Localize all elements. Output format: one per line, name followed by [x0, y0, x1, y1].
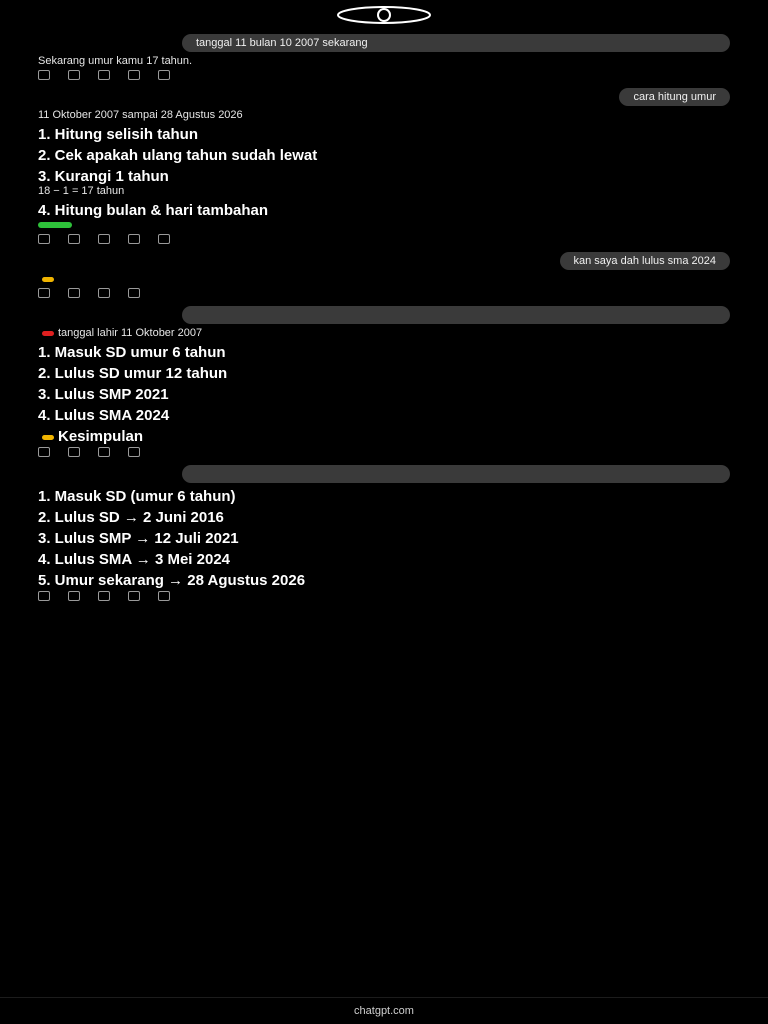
- thumbs-down-icon[interactable]: [98, 591, 110, 601]
- result-line: [38, 220, 730, 231]
- section-heading: 2. Lulus SD → 2 Juni 2016: [38, 509, 224, 526]
- section-heading: 3. Lulus SMP → 12 Juli 2021: [38, 530, 239, 547]
- assistant-message: [38, 328, 730, 457]
- thumbs-down-icon[interactable]: [98, 70, 110, 80]
- thumbs-down-icon[interactable]: [98, 234, 110, 244]
- message-actions: [38, 70, 730, 80]
- thumbs-down-icon[interactable]: [98, 447, 110, 457]
- thumbs-up-icon[interactable]: [68, 234, 80, 244]
- section-heading: 3. Kurangi 1 tahun: [38, 168, 169, 185]
- share-icon[interactable]: [158, 591, 170, 601]
- copy-icon[interactable]: [38, 234, 50, 244]
- assistant-message: [38, 489, 730, 601]
- message-text: Sekarang umur kamu 17 tahun.: [38, 55, 193, 67]
- speaker-icon[interactable]: [128, 591, 140, 601]
- message-actions: [38, 447, 730, 457]
- section-heading: 5. Umur sekarang → 28 Agustus 2026: [38, 572, 306, 589]
- user-message: tanggal 11 bulan 10 2007 sekarang: [182, 34, 730, 52]
- message-text: 11 Oktober 2007 sampai 28 Agustus 2026: [38, 109, 243, 121]
- conversation: [0, 30, 768, 998]
- logo-icon: [334, 5, 434, 25]
- thumbs-down-icon[interactable]: [98, 288, 110, 298]
- section-heading: 2. Lulus SD umur 12 tahun: [38, 365, 228, 382]
- speaker-icon[interactable]: [128, 447, 140, 457]
- assistant-message: [38, 56, 730, 80]
- copy-icon[interactable]: [38, 591, 50, 601]
- copy-icon[interactable]: [38, 447, 50, 457]
- assistant-message: [38, 274, 730, 298]
- sparkle-icon: [42, 435, 54, 440]
- speaker-icon[interactable]: [128, 234, 140, 244]
- thumbs-up-icon[interactable]: [68, 288, 80, 298]
- user-message: [182, 465, 730, 483]
- thumbs-up-icon[interactable]: [68, 70, 80, 80]
- site-footer: [0, 997, 768, 1024]
- site-url[interactable]: chatgpt.com: [354, 1005, 414, 1017]
- speaker-icon[interactable]: [128, 288, 140, 298]
- birthdate-text: tanggal lahir 11 Oktober 2007: [58, 327, 203, 339]
- message-text: [38, 328, 730, 339]
- thumbs-up-icon[interactable]: [68, 591, 80, 601]
- section-heading: 4. Lulus SMA 2024: [38, 407, 170, 424]
- section-heading: 2. Cek apakah ulang tahun sudah lewat: [38, 147, 318, 164]
- message-actions: [38, 234, 730, 244]
- checkmark-icon: [38, 222, 72, 228]
- section-heading: 1. Masuk SD umur 6 tahun: [38, 344, 226, 361]
- section-heading: [38, 429, 730, 444]
- user-message: kan saya dah lulus sma 2024: [560, 252, 730, 270]
- refresh-icon[interactable]: [158, 70, 170, 80]
- thumbs-up-icon[interactable]: [68, 447, 80, 457]
- section-heading: 1. Masuk SD (umur 6 tahun): [38, 488, 236, 505]
- warning-icon: [42, 277, 54, 282]
- section-heading: 3. Lulus SMP 2021: [38, 386, 169, 403]
- section-heading: 4. Hitung bulan & hari tambahan: [38, 202, 269, 219]
- user-message: cara hitung umur: [619, 88, 730, 106]
- message-text: 18 − 1 = 17 tahun: [38, 185, 125, 197]
- copy-icon[interactable]: [38, 70, 50, 80]
- refresh-icon[interactable]: [158, 234, 170, 244]
- section-heading: 1. Hitung selisih tahun: [38, 126, 199, 143]
- assistant-message: [38, 110, 730, 244]
- chatgpt-logo: [334, 4, 434, 26]
- section-heading: 4. Lulus SMA → 3 Mei 2024: [38, 551, 231, 568]
- copy-icon[interactable]: [38, 288, 50, 298]
- pin-icon: [42, 331, 54, 336]
- message-actions: [38, 591, 730, 601]
- user-message: [182, 306, 730, 324]
- speaker-icon[interactable]: [128, 70, 140, 80]
- conclusion-label: Kesimpulan: [58, 428, 144, 445]
- message-text: [38, 274, 730, 285]
- message-actions: [38, 288, 730, 298]
